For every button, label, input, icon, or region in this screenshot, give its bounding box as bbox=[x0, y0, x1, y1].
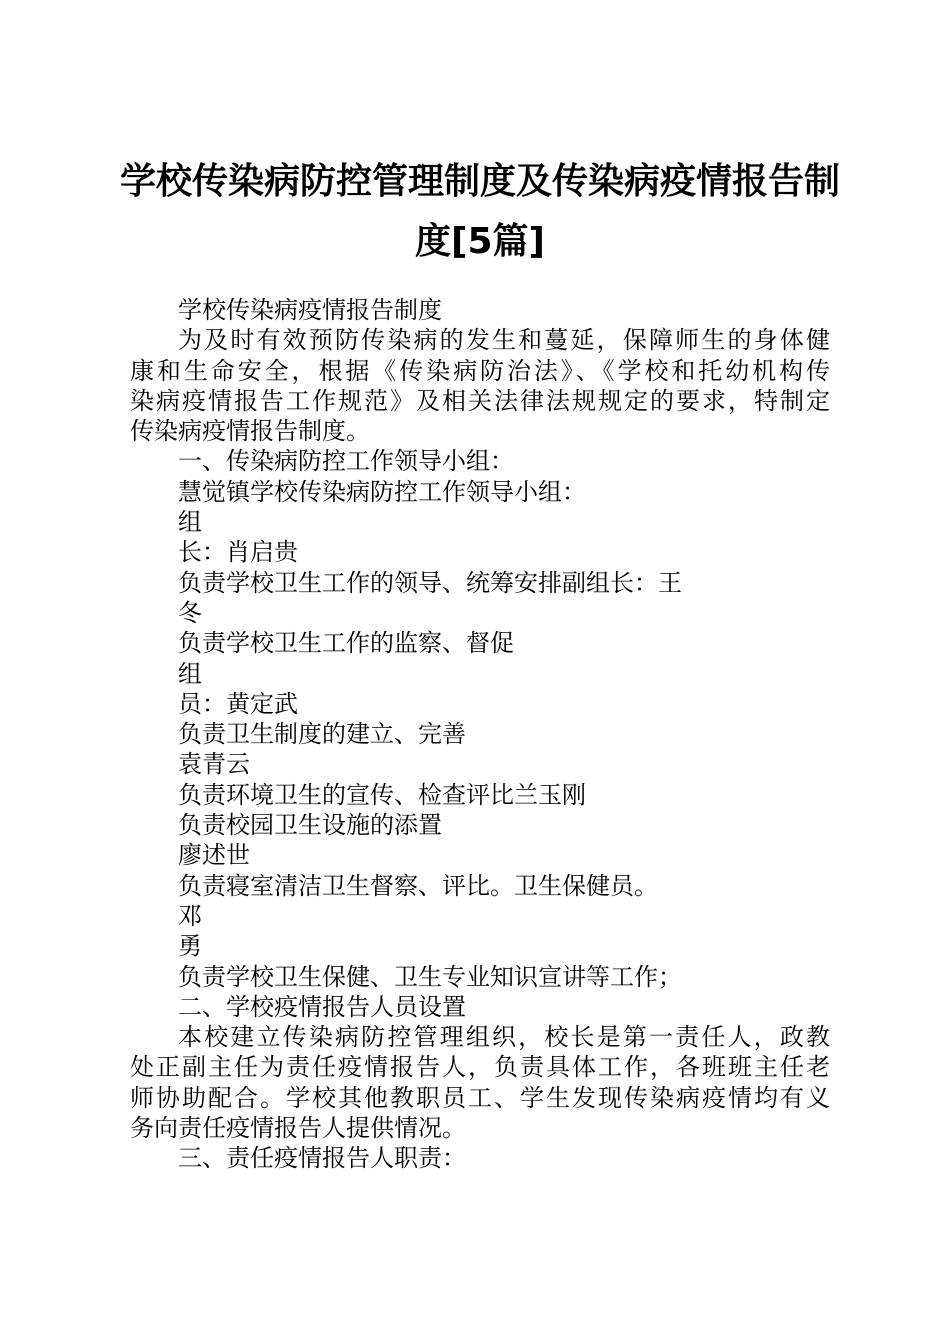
paragraph-line: 处正副主任为责任疫情报告人，负责具体工作，各班班主任老 bbox=[130, 1053, 830, 1082]
paragraph-line: 负责环境卫生的宣传、检查评比兰玉刚 bbox=[178, 780, 586, 809]
document-title-line-2: 度[5篇] bbox=[415, 221, 545, 262]
paragraph-line: 为及时有效预防传染病的发生和蔓延，保障师生的身体健 bbox=[178, 326, 830, 355]
paragraph-line: 三、责任疫情报告人职责： bbox=[178, 1144, 466, 1173]
paragraph-line: 负责寝室清洁卫生督察、评比。卫生保健员。 bbox=[178, 871, 658, 900]
paragraph-line: 一、传染病防控工作领导小组： bbox=[178, 447, 514, 476]
paragraph-line: 传染病疫情报告制度。 bbox=[130, 417, 370, 446]
paragraph-line: 康和生命安全，根据《传染病防治法》、《学校和托幼机构传 bbox=[130, 356, 830, 385]
paragraph-line: 师协助配合。学校其他教职员工、学生发现传染病疫情均有义 bbox=[130, 1083, 830, 1112]
paragraph-line: 负责校园卫生设施的添置 bbox=[178, 811, 442, 840]
paragraph-line: 员：黄定武 bbox=[178, 689, 298, 718]
paragraph-line: 组 bbox=[178, 508, 202, 537]
document-body bbox=[130, 295, 830, 1174]
document-title-line-1: 学校传染病防控管理制度及传染病疫情报告制 bbox=[120, 161, 841, 202]
paragraph-line: 勇 bbox=[178, 932, 202, 961]
paragraph-line: 负责学校卫生保健、卫生专业知识宣讲等工作； bbox=[178, 962, 682, 991]
paragraph-line: 本校建立传染病防控管理组织，校长是第一责任人，政教 bbox=[178, 1023, 830, 1052]
paragraph-line: 学校传染病疫情报告制度 bbox=[178, 296, 442, 324]
paragraph-line: 二、学校疫情报告人员设置 bbox=[178, 992, 466, 1021]
paragraph-line: 慧觉镇学校传染病防控工作领导小组： bbox=[178, 477, 586, 506]
paragraph-line: 负责学校卫生工作的领导、统筹安排副组长：王 bbox=[178, 568, 682, 597]
paragraph-line: 袁青云 bbox=[178, 750, 250, 779]
paragraph-line: 长：肖启贵 bbox=[178, 538, 298, 567]
paragraph-line: 染病疫情报告工作规范》及相关法律法规规定的要求，特制定 bbox=[130, 386, 830, 415]
paragraph-line: 组 bbox=[178, 659, 202, 688]
paragraph-line: 冬 bbox=[178, 598, 202, 627]
paragraph-line: 邓 bbox=[178, 901, 202, 930]
paragraph-line: 务向责任疫情报告人提供情况。 bbox=[130, 1114, 466, 1143]
paragraph-line: 负责学校卫生工作的监察、督促 bbox=[178, 629, 514, 658]
paragraph-line: 负责卫生制度的建立、完善 bbox=[178, 720, 466, 749]
paragraph-line: 廖述世 bbox=[178, 841, 250, 870]
